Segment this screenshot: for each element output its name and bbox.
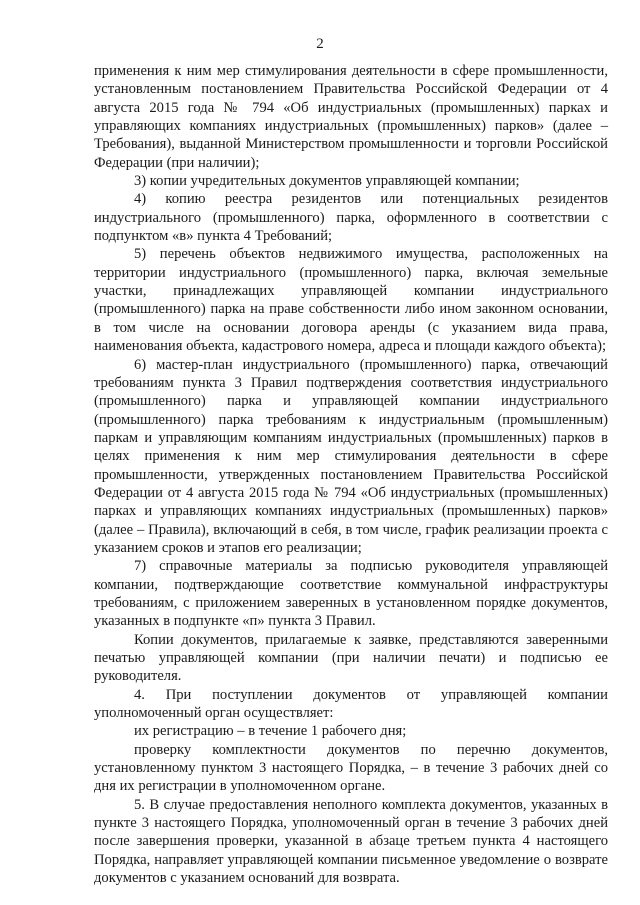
paragraph-item-4: 4) копию реестра резидентов или потенциальных резидентов индустриального (промышленного) парка, оформленного в соответствии с подпунктом «в» пункта 4 Требований;: [94, 191, 608, 245]
paragraph-copies: Копии документов, прилагаемые к заявке, представляются заверенными печатью управляющей компании (при наличии печати) и подписью ее руководителя.: [94, 631, 608, 685]
paragraph-registration: их регистрацию – в течение 1 рабочего дня;: [134, 723, 407, 740]
paragraph-section-4: 4. При поступлении документов от управляющей компании уполномоченный орган осуществляет:: [94, 686, 608, 722]
paragraph-item-6: 6) мастер-план индустриального (промышленного) парка, отвечающий требованиям пункта 3 Правил подтверждения соответствия индустриального (промышленного) парка и управляющей компании индустриального (промышленного) парка требованиям к индустриальным (промышленным) паркам и управляющим компаниям индустриальных (промышленных) парков в целях применения к ним мер стимулирования деятельности в сфере промышленности, утвержденных постановлением Правительства Российской Федерации от 4 августа 2015 года № 794 «Об индустриальных (промышленных) парках и управляющих компаниях индустриальных (промышленных) парков» (далее – Правила), включающий в себя, в том числе, график реализации проекта с указанием сроков и этапов его реализации;: [94, 356, 608, 556]
paragraph-continuation: применения к ним мер стимулирования деятельности в сфере промышленности, установленным постановлением Правительства Российской Федерации от 4 августа 2015 года № 794 «Об индустриальных (промышленных) парках и управляющих компаниях индустриальных (промышленных) парков» (далее – Требования), выданной Министерством промышленности и торговли Российской Федерации (при наличии);: [94, 63, 608, 171]
paragraph-item-5: 5) перечень объектов недвижимого имущества, расположенных на территории индустриального (промышленного) парка, включая земельные участки, принадлежащих управляющей компании индустриального (промышленного) парка на праве собственности либо ином законном основании, в том числе на основании договора аренды (с указанием вида права, наименования объекта, кадастрового номера, адреса и площади каждого объекта);: [94, 246, 608, 355]
paragraph-item-3: 3) копии учредительных документов управляющей компании;: [134, 173, 520, 190]
paragraph-section-5: 5. В случае предоставления неполного комплекта документов, указанных в пункте 3 настоящего Порядка, уполномоченный орган в течение 3 рабочих дней после завершения проверки, указанной в абзаце третьем пункта 4 настоящего Порядка, направляет управляющей компании письменное уведомление о возврате документов с указанием оснований для возврата.: [94, 796, 608, 887]
paragraph-item-7: 7) справочные материалы за подписью руководителя управляющей компании, подтверждающие соответствие коммунальной инфраструктуры требованиям, с приложением заверенных в установленном порядке документов, указанных в подпункте «п» пункта 3 Правил.: [94, 558, 608, 630]
page-number: 2: [316, 36, 324, 52]
document-body: [94, 62, 608, 887]
paragraph-check: проверку комплектности документов по перечню документов, установленному пунктом 3 настоящего Порядка, – в течение 3 рабочих дней со дня их регистрации в уполномоченном органе.: [94, 741, 608, 795]
